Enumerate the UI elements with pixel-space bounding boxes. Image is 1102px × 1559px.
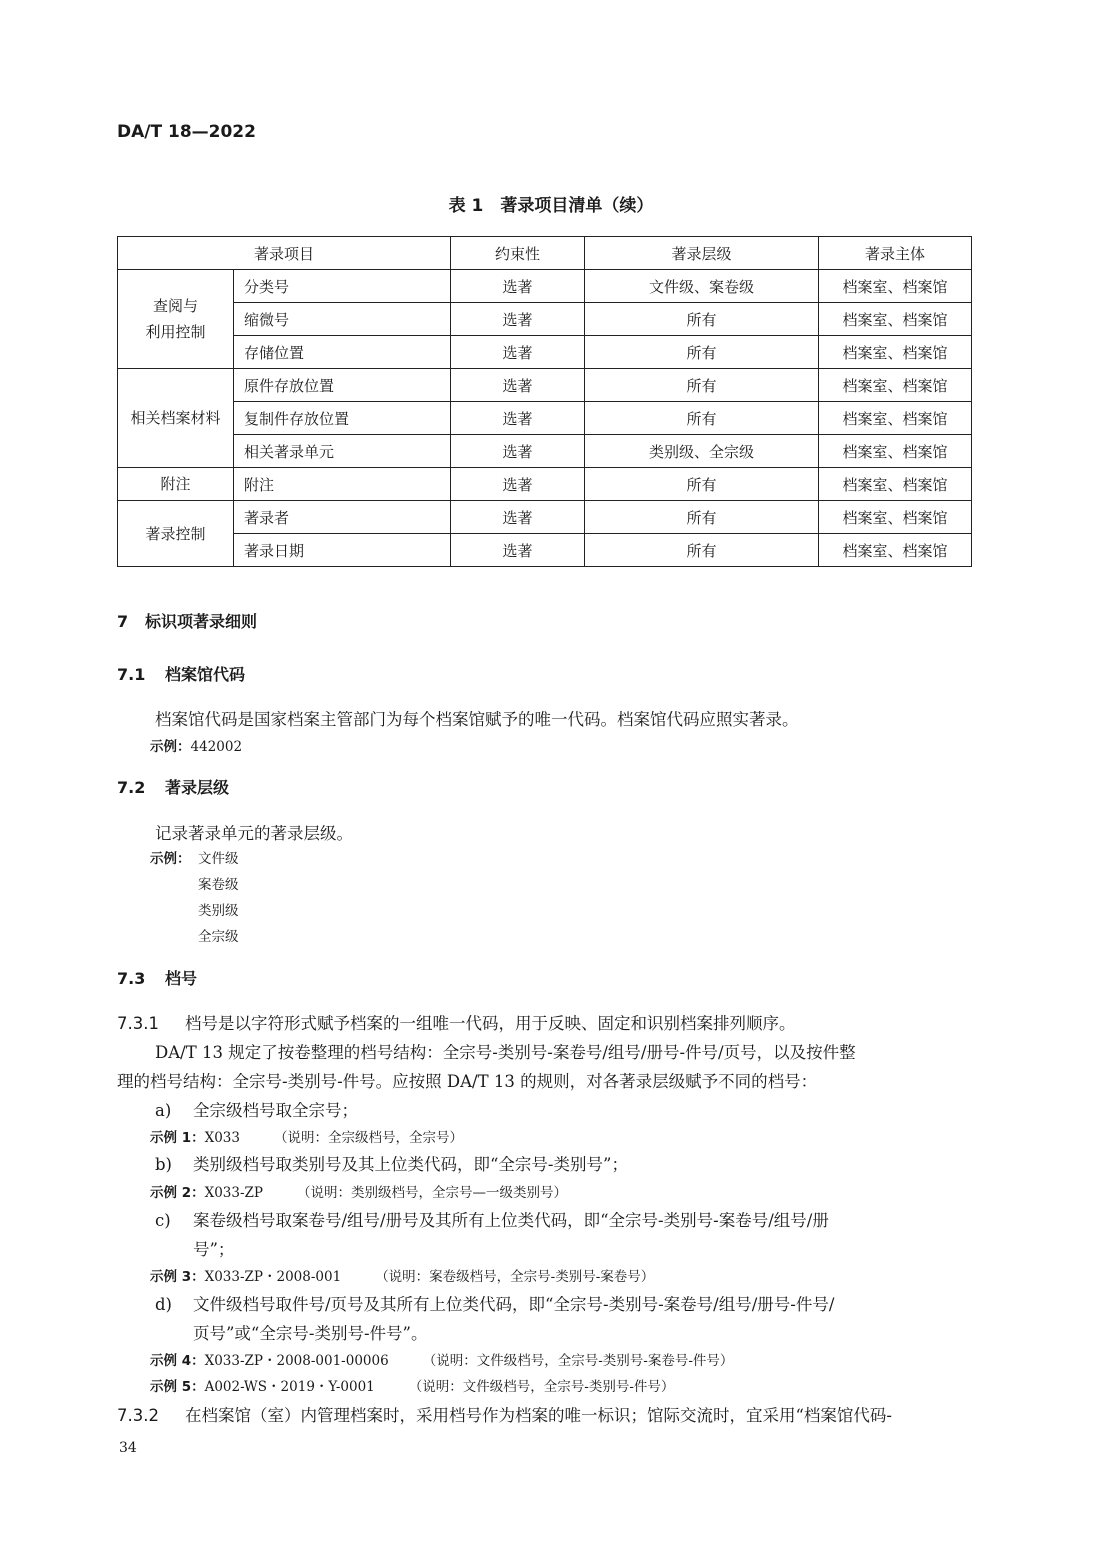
example-3: 示例 3：X033-ZP・2008-001 （说明：案卷级档号，全宗号-类别号-案卷号） xyxy=(150,1269,655,1285)
section-7-3-number: 7.3 xyxy=(117,969,146,988)
page-number: 34 xyxy=(119,1440,137,1456)
subject-cell: 档案室、档案馆 xyxy=(819,468,972,501)
subject-cell: 档案室、档案馆 xyxy=(819,501,972,534)
list-item-c-continued: 号”； xyxy=(193,1240,235,1259)
table-row xyxy=(118,468,972,501)
clause-7-3-1-number: 7.3.1 xyxy=(117,1014,159,1033)
clause-7-3-2-text: 在档案馆（室）内管理档案时，采用档号作为档案的唯一标识；馆际交流时，宜采用“档案馆代码- xyxy=(185,1406,893,1425)
section-7-2-example-1: 文件级 xyxy=(198,851,239,867)
list-item-d xyxy=(155,1291,834,1315)
clause-7-3-1-line-2: DA/T 13 规定了按卷整理的档号结构：全宗号-类别号-案卷号/组号/册号-件号/页号，以及按件整 xyxy=(155,1043,856,1062)
level-cell: 所有 xyxy=(585,369,819,402)
constraint-cell: 选著 xyxy=(451,336,585,369)
clause-7-3-2-number: 7.3.2 xyxy=(117,1406,159,1425)
level-cell: 所有 xyxy=(585,303,819,336)
clause-7-3-1-line-3: 理的档号结构：全宗号-类别号-件号。应按照 DA/T 13 的规则，对各著录层级赋予不同的档号： xyxy=(117,1072,818,1091)
section-7-3-title: 档号 xyxy=(165,969,198,988)
section-7-2-example-2: 案卷级 xyxy=(198,877,239,893)
level-cell: 所有 xyxy=(585,468,819,501)
section-7-title: 标识项著录细则 xyxy=(145,612,258,631)
table-row xyxy=(118,303,972,336)
section-7-2-title: 著录层级 xyxy=(165,778,230,797)
table-row xyxy=(118,336,972,369)
list-item-a xyxy=(155,1097,358,1121)
item-cell: 著录日期 xyxy=(234,534,451,567)
table-row xyxy=(118,501,972,534)
item-cell: 分类号 xyxy=(234,270,451,303)
level-cell: 所有 xyxy=(585,534,819,567)
clause-7-3-2 xyxy=(117,1402,892,1426)
section-7-1-paragraph: 档案馆代码是国家档案主管部门为每个档案馆赋予的唯一代码。档案馆代码应照实著录。 xyxy=(155,710,799,729)
example-1: 示例 1：X033 （说明：全宗级档号，全宗号） xyxy=(150,1130,463,1146)
table-header-row xyxy=(118,237,972,270)
subject-cell: 档案室、档案馆 xyxy=(819,402,972,435)
standard-id: DA/T 18—2022 xyxy=(117,122,256,142)
list-item-b xyxy=(155,1151,628,1175)
list-marker-d: d) xyxy=(155,1295,172,1314)
section-7-1-example xyxy=(150,735,242,755)
section-7-2-number: 7.2 xyxy=(117,778,146,797)
section-7-1-number: 7.1 xyxy=(117,665,146,684)
item-cell: 著录者 xyxy=(234,501,451,534)
section-7-heading xyxy=(117,609,257,632)
constraint-cell: 选著 xyxy=(451,534,585,567)
items-table xyxy=(117,236,972,567)
level-cell: 所有 xyxy=(585,402,819,435)
list-text-b: 类别级档号取类别号及其上位类代码，即“全宗号-类别号”； xyxy=(193,1155,628,1174)
list-item-d-continued: 页号”或“全宗号-类别号-件号”。 xyxy=(193,1324,428,1343)
level-cell: 所有 xyxy=(585,336,819,369)
col-header-constraint: 约束性 xyxy=(451,237,585,270)
section-7-2-heading xyxy=(117,775,229,798)
constraint-cell: 选著 xyxy=(451,369,585,402)
item-cell: 缩微号 xyxy=(234,303,451,336)
table-row xyxy=(118,369,972,402)
example-2: 示例 2：X033-ZP （说明：类别级档号，全宗号—一级类别号） xyxy=(150,1185,567,1201)
item-cell: 复制件存放位置 xyxy=(234,402,451,435)
item-cell: 附注 xyxy=(234,468,451,501)
list-marker-b: b) xyxy=(155,1155,172,1174)
level-cell: 类别级、全宗级 xyxy=(585,435,819,468)
constraint-cell: 选著 xyxy=(451,402,585,435)
subject-cell: 档案室、档案馆 xyxy=(819,534,972,567)
example-value: 442002 xyxy=(190,739,243,755)
section-7-number: 7 xyxy=(117,612,129,631)
constraint-cell: 选著 xyxy=(451,435,585,468)
section-7-2-example-label: 示例： xyxy=(150,851,191,867)
col-header-item: 著录项目 xyxy=(118,237,451,270)
clause-7-3-1-text: 档号是以字符形式赋予档案的一组唯一代码，用于反映、固定和识别档案排列顺序。 xyxy=(185,1014,796,1033)
clause-7-3-1 xyxy=(117,1010,796,1034)
example-label: 示例： xyxy=(150,739,191,755)
level-cell: 文件级、案卷级 xyxy=(585,270,819,303)
section-7-2-example-3: 类别级 xyxy=(198,903,239,919)
constraint-cell: 选著 xyxy=(451,303,585,336)
example-4: 示例 4：X033-ZP・2008-001-00006 （说明：文件级档号，全宗号-类别号-案卷号-件号） xyxy=(150,1353,734,1369)
col-header-level: 著录层级 xyxy=(585,237,819,270)
section-7-2-example-4: 全宗级 xyxy=(198,929,239,945)
section-7-2-paragraph: 记录著录单元的著录层级。 xyxy=(155,824,353,843)
section-7-1-title: 档案馆代码 xyxy=(165,665,246,684)
table-row xyxy=(118,402,972,435)
subject-cell: 档案室、档案馆 xyxy=(819,435,972,468)
list-marker-c: c) xyxy=(155,1211,171,1230)
item-cell: 相关著录单元 xyxy=(234,435,451,468)
section-7-3-heading xyxy=(117,966,197,989)
subject-cell: 档案室、档案馆 xyxy=(819,270,972,303)
subject-cell: 档案室、档案馆 xyxy=(819,369,972,402)
subject-cell: 档案室、档案馆 xyxy=(819,303,972,336)
group-name-cell: 附注 xyxy=(118,468,234,501)
subject-cell: 档案室、档案馆 xyxy=(819,336,972,369)
constraint-cell: 选著 xyxy=(451,270,585,303)
group-name-cell: 相关档案材料 xyxy=(118,369,234,468)
list-text-a: 全宗级档号取全宗号； xyxy=(193,1101,358,1120)
constraint-cell: 选著 xyxy=(451,501,585,534)
list-item-c xyxy=(155,1207,829,1231)
table-row xyxy=(118,270,972,303)
group-name-cell: 查阅与 利用控制 xyxy=(118,270,234,369)
level-cell: 所有 xyxy=(585,501,819,534)
table-title: 表 1 著录项目清单（续） xyxy=(448,196,654,216)
table-row xyxy=(118,435,972,468)
constraint-cell: 选著 xyxy=(451,468,585,501)
list-text-c: 案卷级档号取案卷号/组号/册号及其所有上位类代码，即“全宗号-类别号-案卷号/组号/册 xyxy=(193,1211,829,1230)
group-name-cell: 著录控制 xyxy=(118,501,234,567)
section-7-1-heading xyxy=(117,662,245,685)
list-marker-a: a) xyxy=(155,1101,172,1120)
list-text-d: 文件级档号取件号/页号及其所有上位类代码，即“全宗号-类别号-案卷号/组号/册号-件号/ xyxy=(193,1295,835,1314)
table-row xyxy=(118,534,972,567)
item-cell: 原件存放位置 xyxy=(234,369,451,402)
example-5: 示例 5：A002-WS・2019・Y-0001 （说明：文件级档号，全宗号-类别号-件号） xyxy=(150,1379,675,1395)
col-header-subject: 著录主体 xyxy=(819,237,972,270)
item-cell: 存储位置 xyxy=(234,336,451,369)
